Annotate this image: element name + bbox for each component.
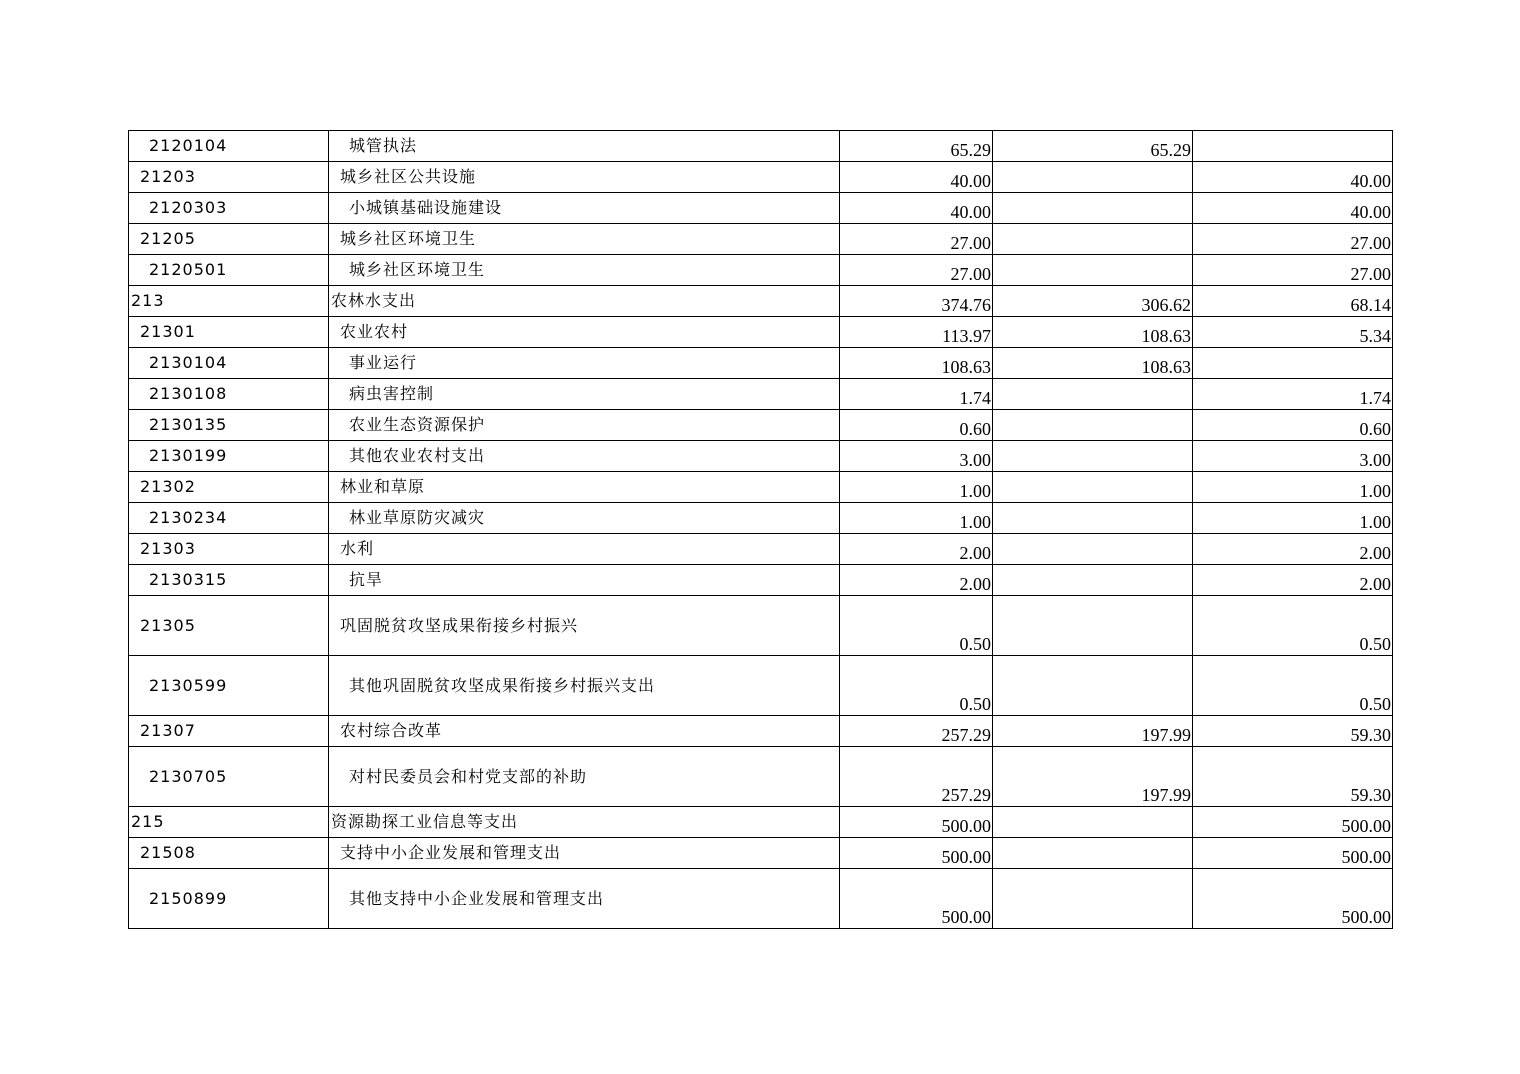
table-row bbox=[129, 747, 1393, 807]
project-expenditure-cell: 40.00 bbox=[1193, 162, 1393, 193]
subject-code-cell: 215 bbox=[129, 807, 329, 838]
table-row bbox=[129, 224, 1393, 255]
project-expenditure-cell: 0.60 bbox=[1193, 410, 1393, 441]
subject-name-cell: 林业草原防灾减灾 bbox=[329, 503, 840, 534]
project-expenditure-cell: 59.30 bbox=[1193, 747, 1393, 807]
table-row bbox=[129, 255, 1393, 286]
subject-name-cell: 农林水支出 bbox=[329, 286, 840, 317]
total-amount-cell: 2.00 bbox=[840, 534, 993, 565]
project-expenditure-cell: 2.00 bbox=[1193, 534, 1393, 565]
basic-expenditure-cell: 197.99 bbox=[993, 716, 1193, 747]
basic-expenditure-cell bbox=[993, 255, 1193, 286]
basic-expenditure-cell: 197.99 bbox=[993, 747, 1193, 807]
subject-name-cell: 城乡社区环境卫生 bbox=[329, 224, 840, 255]
total-amount-cell: 1.00 bbox=[840, 503, 993, 534]
total-amount-cell: 500.00 bbox=[840, 838, 993, 869]
table-row bbox=[129, 869, 1393, 929]
subject-code-cell: 2120303 bbox=[129, 193, 329, 224]
table-row bbox=[129, 503, 1393, 534]
subject-name-cell: 小城镇基础设施建设 bbox=[329, 193, 840, 224]
total-amount-cell: 27.00 bbox=[840, 255, 993, 286]
project-expenditure-cell: 500.00 bbox=[1193, 869, 1393, 929]
total-amount-cell: 113.97 bbox=[840, 317, 993, 348]
subject-code-cell: 2120501 bbox=[129, 255, 329, 286]
subject-name-cell: 林业和草原 bbox=[329, 472, 840, 503]
subject-code-cell: 21303 bbox=[129, 534, 329, 565]
table-row bbox=[129, 162, 1393, 193]
subject-name-cell: 农村综合改革 bbox=[329, 716, 840, 747]
table-row bbox=[129, 317, 1393, 348]
total-amount-cell: 3.00 bbox=[840, 441, 993, 472]
total-amount-cell: 0.60 bbox=[840, 410, 993, 441]
total-amount-cell: 108.63 bbox=[840, 348, 993, 379]
total-amount-cell: 40.00 bbox=[840, 162, 993, 193]
subject-code-cell: 2130234 bbox=[129, 503, 329, 534]
subject-code-cell: 2130135 bbox=[129, 410, 329, 441]
subject-code-cell: 2150899 bbox=[129, 869, 329, 929]
budget-table-sheet bbox=[128, 130, 1392, 929]
total-amount-cell: 257.29 bbox=[840, 716, 993, 747]
subject-code-cell: 21302 bbox=[129, 472, 329, 503]
table-row bbox=[129, 656, 1393, 716]
basic-expenditure-cell bbox=[993, 503, 1193, 534]
subject-name-cell: 巩固脱贫攻坚成果衔接乡村振兴 bbox=[329, 596, 840, 656]
basic-expenditure-cell bbox=[993, 656, 1193, 716]
table-row bbox=[129, 286, 1393, 317]
subject-name-cell: 城管执法 bbox=[329, 131, 840, 162]
subject-code-cell: 21205 bbox=[129, 224, 329, 255]
table-row bbox=[129, 472, 1393, 503]
project-expenditure-cell bbox=[1193, 348, 1393, 379]
table-body bbox=[129, 131, 1393, 929]
project-expenditure-cell: 2.00 bbox=[1193, 565, 1393, 596]
subject-code-cell: 2130108 bbox=[129, 379, 329, 410]
total-amount-cell: 1.74 bbox=[840, 379, 993, 410]
total-amount-cell: 0.50 bbox=[840, 596, 993, 656]
subject-code-cell: 21203 bbox=[129, 162, 329, 193]
table-row bbox=[129, 596, 1393, 656]
basic-expenditure-cell bbox=[993, 869, 1193, 929]
basic-expenditure-cell bbox=[993, 162, 1193, 193]
table-row bbox=[129, 348, 1393, 379]
subject-name-cell: 农业农村 bbox=[329, 317, 840, 348]
subject-name-cell: 其他农业农村支出 bbox=[329, 441, 840, 472]
table-row bbox=[129, 838, 1393, 869]
total-amount-cell: 2.00 bbox=[840, 565, 993, 596]
table-row bbox=[129, 716, 1393, 747]
table-row bbox=[129, 534, 1393, 565]
subject-code-cell: 2120104 bbox=[129, 131, 329, 162]
subject-name-cell: 病虫害控制 bbox=[329, 379, 840, 410]
basic-expenditure-cell bbox=[993, 224, 1193, 255]
project-expenditure-cell: 1.00 bbox=[1193, 472, 1393, 503]
subject-code-cell: 2130599 bbox=[129, 656, 329, 716]
basic-expenditure-cell bbox=[993, 441, 1193, 472]
subject-code-cell: 21508 bbox=[129, 838, 329, 869]
basic-expenditure-cell bbox=[993, 565, 1193, 596]
subject-code-cell: 2130705 bbox=[129, 747, 329, 807]
project-expenditure-cell: 500.00 bbox=[1193, 807, 1393, 838]
total-amount-cell: 500.00 bbox=[840, 869, 993, 929]
subject-code-cell: 21305 bbox=[129, 596, 329, 656]
expenditure-table bbox=[128, 130, 1393, 929]
total-amount-cell: 1.00 bbox=[840, 472, 993, 503]
project-expenditure-cell: 27.00 bbox=[1193, 255, 1393, 286]
table-row bbox=[129, 193, 1393, 224]
project-expenditure-cell: 0.50 bbox=[1193, 656, 1393, 716]
basic-expenditure-cell bbox=[993, 596, 1193, 656]
subject-name-cell: 事业运行 bbox=[329, 348, 840, 379]
basic-expenditure-cell: 306.62 bbox=[993, 286, 1193, 317]
subject-code-cell: 213 bbox=[129, 286, 329, 317]
basic-expenditure-cell: 108.63 bbox=[993, 348, 1193, 379]
subject-name-cell: 其他巩固脱贫攻坚成果衔接乡村振兴支出 bbox=[329, 656, 840, 716]
table-row bbox=[129, 379, 1393, 410]
subject-name-cell: 城乡社区公共设施 bbox=[329, 162, 840, 193]
table-row bbox=[129, 441, 1393, 472]
total-amount-cell: 27.00 bbox=[840, 224, 993, 255]
total-amount-cell: 257.29 bbox=[840, 747, 993, 807]
project-expenditure-cell bbox=[1193, 131, 1393, 162]
project-expenditure-cell: 500.00 bbox=[1193, 838, 1393, 869]
table-row bbox=[129, 807, 1393, 838]
total-amount-cell: 40.00 bbox=[840, 193, 993, 224]
subject-name-cell: 城乡社区环境卫生 bbox=[329, 255, 840, 286]
total-amount-cell: 500.00 bbox=[840, 807, 993, 838]
subject-name-cell: 对村民委员会和村党支部的补助 bbox=[329, 747, 840, 807]
subject-name-cell: 其他支持中小企业发展和管理支出 bbox=[329, 869, 840, 929]
total-amount-cell: 65.29 bbox=[840, 131, 993, 162]
subject-code-cell: 2130199 bbox=[129, 441, 329, 472]
basic-expenditure-cell bbox=[993, 534, 1193, 565]
total-amount-cell: 0.50 bbox=[840, 656, 993, 716]
subject-code-cell: 21307 bbox=[129, 716, 329, 747]
subject-code-cell: 2130104 bbox=[129, 348, 329, 379]
table-row bbox=[129, 565, 1393, 596]
basic-expenditure-cell bbox=[993, 838, 1193, 869]
basic-expenditure-cell bbox=[993, 807, 1193, 838]
project-expenditure-cell: 27.00 bbox=[1193, 224, 1393, 255]
project-expenditure-cell: 59.30 bbox=[1193, 716, 1393, 747]
basic-expenditure-cell bbox=[993, 193, 1193, 224]
basic-expenditure-cell: 108.63 bbox=[993, 317, 1193, 348]
subject-name-cell: 农业生态资源保护 bbox=[329, 410, 840, 441]
subject-name-cell: 抗旱 bbox=[329, 565, 840, 596]
subject-code-cell: 2130315 bbox=[129, 565, 329, 596]
project-expenditure-cell: 1.74 bbox=[1193, 379, 1393, 410]
project-expenditure-cell: 5.34 bbox=[1193, 317, 1393, 348]
subject-name-cell: 支持中小企业发展和管理支出 bbox=[329, 838, 840, 869]
basic-expenditure-cell bbox=[993, 472, 1193, 503]
subject-name-cell: 资源勘探工业信息等支出 bbox=[329, 807, 840, 838]
subject-name-cell: 水利 bbox=[329, 534, 840, 565]
project-expenditure-cell: 40.00 bbox=[1193, 193, 1393, 224]
subject-code-cell: 21301 bbox=[129, 317, 329, 348]
project-expenditure-cell: 68.14 bbox=[1193, 286, 1393, 317]
table-row bbox=[129, 131, 1393, 162]
total-amount-cell: 374.76 bbox=[840, 286, 993, 317]
table-row bbox=[129, 410, 1393, 441]
basic-expenditure-cell bbox=[993, 379, 1193, 410]
project-expenditure-cell: 3.00 bbox=[1193, 441, 1393, 472]
project-expenditure-cell: 0.50 bbox=[1193, 596, 1393, 656]
project-expenditure-cell: 1.00 bbox=[1193, 503, 1393, 534]
basic-expenditure-cell bbox=[993, 410, 1193, 441]
basic-expenditure-cell: 65.29 bbox=[993, 131, 1193, 162]
